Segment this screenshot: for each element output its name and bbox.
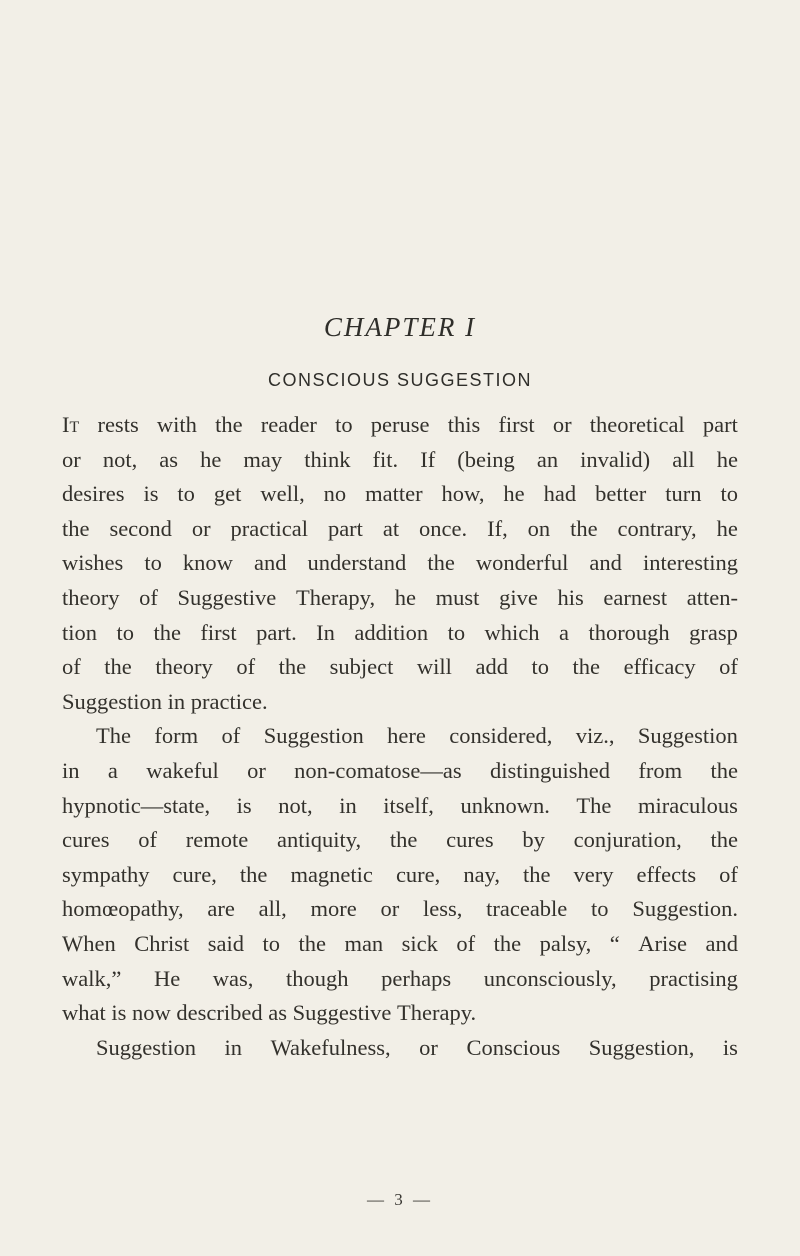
word: addition xyxy=(354,619,429,645)
word: though xyxy=(286,965,349,991)
word: or xyxy=(191,515,211,541)
word: to xyxy=(447,619,466,645)
word: better xyxy=(595,481,647,507)
word: antiquity, xyxy=(276,827,362,853)
word: by xyxy=(522,827,545,853)
word: atten- xyxy=(686,584,738,610)
word: which xyxy=(484,619,540,645)
word: is xyxy=(236,792,252,818)
word: of xyxy=(221,723,241,749)
word: the xyxy=(62,515,90,541)
word: matter xyxy=(365,481,423,507)
word: of xyxy=(236,654,256,680)
text-line xyxy=(62,650,738,685)
chapter-title: CONSCIOUS SUGGESTION xyxy=(267,370,533,390)
word: distinguished xyxy=(490,757,611,783)
word: part xyxy=(327,515,363,541)
word: wonderful xyxy=(475,550,569,576)
word: add xyxy=(475,654,508,680)
word: Wakefulness, xyxy=(270,1034,391,1060)
word: was, xyxy=(212,965,254,991)
word: Suggestion xyxy=(62,688,168,714)
word: Therapy, xyxy=(295,584,376,610)
word: to xyxy=(144,550,162,576)
word: peruse xyxy=(370,412,430,437)
word: at xyxy=(382,515,400,541)
page-number: — 3 — xyxy=(367,1190,433,1209)
text-line xyxy=(62,581,738,616)
word: viz., xyxy=(575,723,615,749)
word: non-comatose—as xyxy=(294,757,462,783)
word: are xyxy=(207,896,235,922)
word: fit. xyxy=(372,446,399,472)
word: to xyxy=(335,412,353,437)
word: must xyxy=(435,584,480,610)
word: Therapy. xyxy=(396,1000,477,1026)
word: conjuration, xyxy=(573,827,682,853)
word: his xyxy=(557,584,584,610)
word: the xyxy=(427,550,455,576)
word: is xyxy=(143,481,159,507)
word: desires xyxy=(62,481,125,507)
word: once. xyxy=(419,515,468,541)
word: tion xyxy=(62,619,98,645)
word: give xyxy=(499,584,538,610)
word: cure, xyxy=(172,861,217,887)
word: Arise xyxy=(638,930,688,956)
word: from xyxy=(638,757,683,783)
word: Suggestive xyxy=(177,584,277,610)
word: cure, xyxy=(395,861,441,887)
word: not, xyxy=(278,792,313,818)
word: all, xyxy=(258,896,287,922)
word: know xyxy=(182,550,233,576)
word: less, xyxy=(422,896,463,922)
word: in xyxy=(62,757,80,783)
text-line xyxy=(62,477,738,512)
word: homœopathy, xyxy=(62,896,184,922)
word: the xyxy=(570,515,598,541)
word: a xyxy=(107,757,118,783)
word: grasp xyxy=(689,619,738,645)
word: no xyxy=(323,481,347,507)
word: The xyxy=(96,723,131,749)
word: and xyxy=(253,550,287,576)
word: he xyxy=(716,515,738,541)
word: contrary, xyxy=(617,515,697,541)
word: Suggestion xyxy=(263,723,364,749)
word: He xyxy=(153,965,181,991)
word: itself, xyxy=(383,792,434,818)
word: of xyxy=(139,584,158,610)
text-line xyxy=(62,996,738,1031)
word: practice. xyxy=(190,688,268,714)
word: to xyxy=(591,896,609,922)
word: unconsciously, xyxy=(483,965,617,991)
text-line xyxy=(62,962,738,997)
word: understand xyxy=(307,550,407,576)
text-line xyxy=(62,823,738,858)
word: the xyxy=(215,412,243,437)
word: on xyxy=(527,515,551,541)
word: how, xyxy=(441,481,485,507)
word: man xyxy=(344,930,384,956)
text-line xyxy=(62,858,738,893)
word: wakeful xyxy=(146,757,219,783)
word: or xyxy=(419,1034,438,1060)
word: sick xyxy=(401,930,438,956)
word: or xyxy=(552,412,572,437)
word: an xyxy=(536,446,559,472)
text-line xyxy=(62,719,738,754)
word: walk,” xyxy=(62,965,122,991)
word: and xyxy=(705,930,738,956)
word: palsy, xyxy=(539,930,592,956)
chapter-heading: CHAPTER I xyxy=(323,312,477,342)
text-line xyxy=(62,892,738,927)
word: If, xyxy=(487,515,508,541)
word: part xyxy=(702,412,738,437)
word: to xyxy=(262,930,280,956)
text-line xyxy=(62,408,738,443)
word: to xyxy=(531,654,549,680)
text-line xyxy=(62,443,738,478)
text-line xyxy=(62,616,738,651)
word: the xyxy=(523,861,551,887)
word: this xyxy=(447,412,481,437)
word: he xyxy=(200,446,222,472)
word: wishes xyxy=(62,550,124,576)
word: first xyxy=(498,412,535,437)
word: to xyxy=(720,481,738,507)
word: the xyxy=(389,827,418,853)
word: The xyxy=(576,792,612,818)
word: he xyxy=(716,446,738,472)
word: he xyxy=(503,481,525,507)
word: efficacy xyxy=(623,654,696,680)
text-line xyxy=(62,685,738,720)
word: unknown. xyxy=(460,792,550,818)
word: the xyxy=(710,827,738,853)
word: of xyxy=(719,861,738,887)
word: Christ xyxy=(134,930,190,956)
word: theoretical xyxy=(589,412,685,437)
word: as xyxy=(268,1000,293,1026)
word: Suggestion xyxy=(96,1034,197,1060)
word: invalid) xyxy=(580,446,651,472)
word: considered, xyxy=(449,723,553,749)
word: or xyxy=(62,446,81,472)
body-text xyxy=(62,408,738,1065)
word: will xyxy=(416,654,452,680)
word: had xyxy=(543,481,577,507)
word: as xyxy=(159,446,179,472)
word: the xyxy=(710,757,738,783)
word: When xyxy=(62,930,116,956)
word: earnest xyxy=(603,584,668,610)
word: cures xyxy=(446,827,494,853)
word: or xyxy=(247,757,266,783)
word: what xyxy=(62,1000,112,1026)
word: to xyxy=(116,619,134,645)
word: It xyxy=(62,412,80,437)
word: the xyxy=(298,930,326,956)
word: part. xyxy=(256,619,297,645)
word: get xyxy=(213,481,242,507)
word: very xyxy=(573,861,614,887)
word: thorough xyxy=(588,619,670,645)
word: second xyxy=(109,515,172,541)
text-line xyxy=(62,927,738,962)
word: now xyxy=(132,1000,177,1026)
word: is xyxy=(111,1000,133,1026)
word: is xyxy=(722,1034,738,1060)
word: the xyxy=(572,654,601,680)
word: the xyxy=(239,861,268,887)
word: interesting xyxy=(642,550,738,576)
word: and xyxy=(589,550,622,576)
word: form xyxy=(154,723,199,749)
word: theory xyxy=(62,584,120,610)
word: traceable xyxy=(486,896,568,922)
word: of xyxy=(138,827,157,853)
word: Suggestion. xyxy=(632,896,738,922)
word: nay, xyxy=(463,861,500,887)
word: a xyxy=(558,619,569,645)
text-line xyxy=(62,754,738,789)
word: may xyxy=(243,446,283,472)
word: In xyxy=(316,619,335,645)
word: the xyxy=(104,654,132,680)
word: magnetic xyxy=(290,861,373,887)
word: well, xyxy=(260,481,305,507)
word: cures xyxy=(62,827,110,853)
word: perhaps xyxy=(381,965,452,991)
word: to xyxy=(177,481,195,507)
word: in xyxy=(224,1034,243,1060)
word: more xyxy=(310,896,357,922)
word: reader xyxy=(260,412,317,437)
word: in xyxy=(167,688,191,714)
word: sympathy xyxy=(62,861,150,887)
word: practical xyxy=(230,515,308,541)
word: in xyxy=(339,792,357,818)
word: of xyxy=(719,654,738,680)
text-line xyxy=(62,789,738,824)
word: Suggestive xyxy=(292,1000,397,1026)
word: he xyxy=(394,584,416,610)
word: theory xyxy=(155,654,213,680)
word: with xyxy=(156,412,197,437)
word: all xyxy=(672,446,695,472)
word: effects xyxy=(636,861,697,887)
word: hypnotic—state, xyxy=(62,792,211,818)
word: described xyxy=(176,1000,269,1026)
word: If xyxy=(420,446,436,472)
word: the xyxy=(493,930,522,956)
word: remote xyxy=(185,827,249,853)
text-line xyxy=(62,512,738,547)
word: Suggestion xyxy=(637,723,738,749)
word: think xyxy=(304,446,351,472)
text-line xyxy=(62,1031,738,1066)
word: the xyxy=(278,654,307,680)
word: Suggestion, xyxy=(588,1034,695,1060)
word: “ xyxy=(609,930,620,956)
word: said xyxy=(207,930,244,956)
word: miraculous xyxy=(637,792,738,818)
word: or xyxy=(380,896,400,922)
word: first xyxy=(200,619,237,645)
word: not, xyxy=(102,446,138,472)
word: Conscious xyxy=(466,1034,561,1060)
text-line xyxy=(62,546,738,581)
word: subject xyxy=(329,654,394,680)
word: practising xyxy=(649,965,738,991)
word: of xyxy=(456,930,476,956)
word: here xyxy=(387,723,426,749)
word: of xyxy=(62,654,81,680)
word: (being xyxy=(457,446,515,472)
word: rests xyxy=(97,412,139,437)
word: turn xyxy=(665,481,702,507)
word: the xyxy=(153,619,181,645)
